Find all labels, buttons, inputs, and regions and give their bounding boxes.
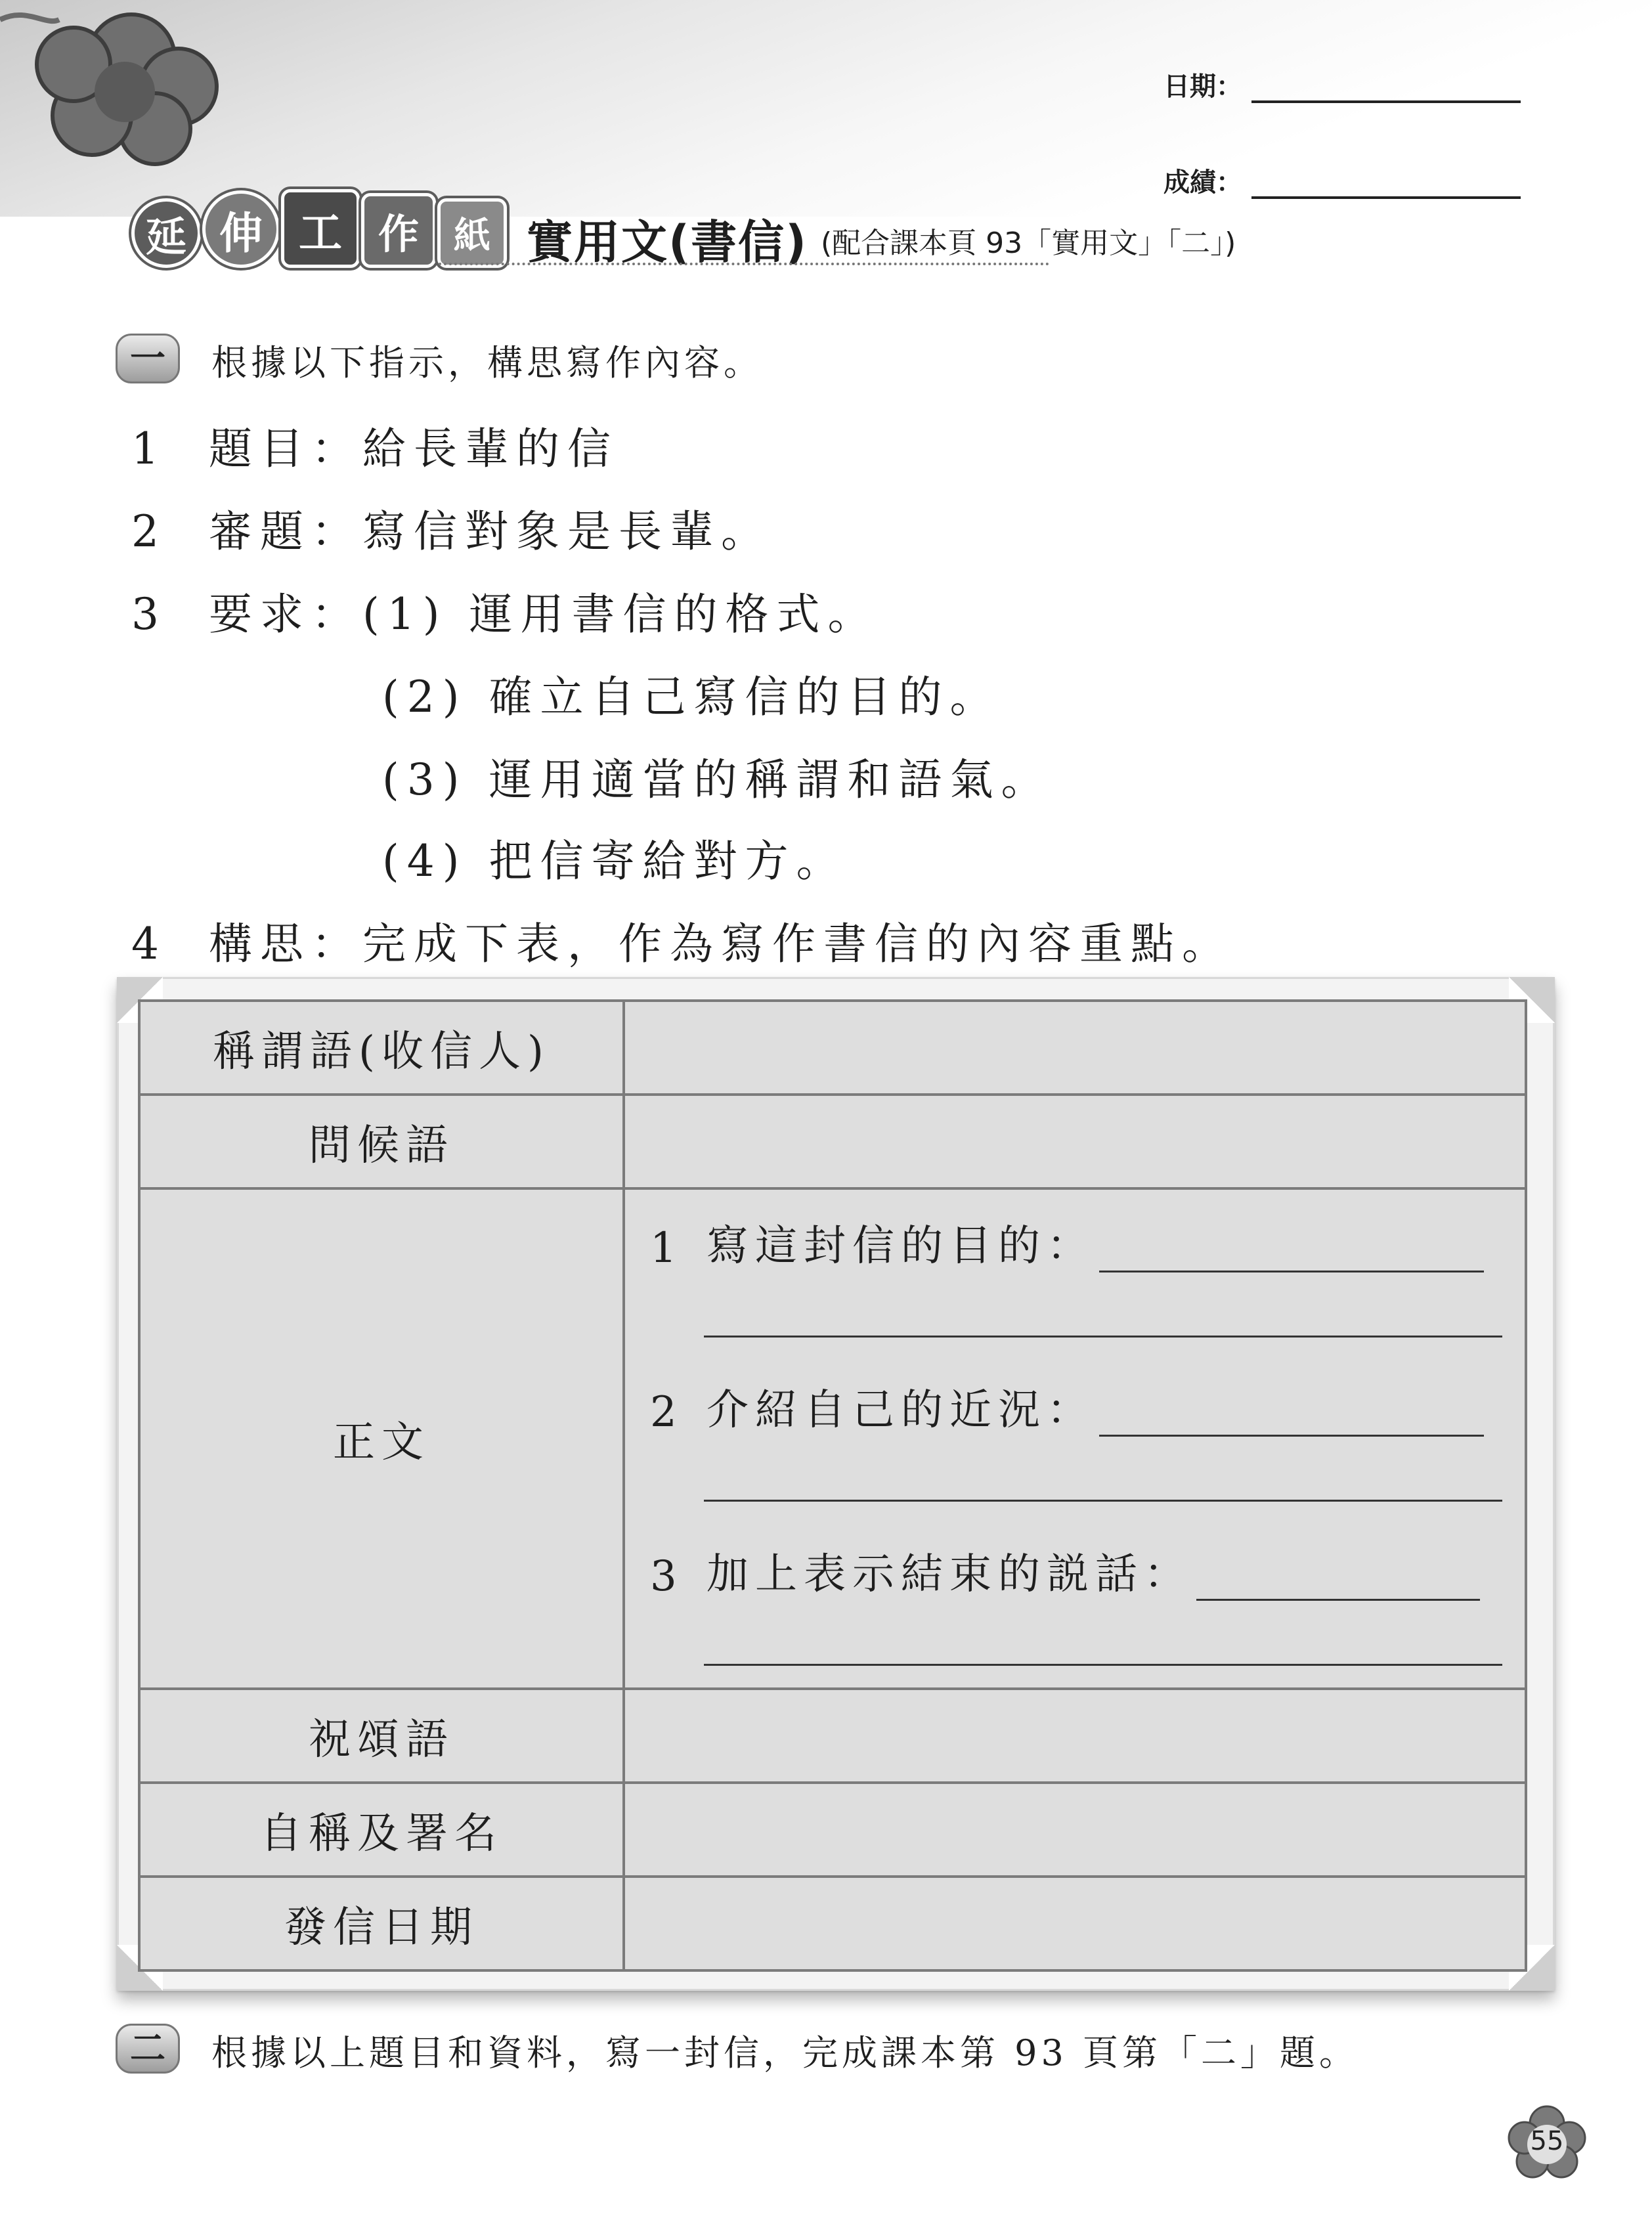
answer-line[interactable] [1099, 1395, 1484, 1437]
row-label: 自稱及署名 [139, 1783, 624, 1877]
closing-answer-cell[interactable] [624, 1689, 1526, 1783]
body-prompts [625, 1190, 1525, 1687]
prompt-number: 2 [650, 1388, 677, 1437]
flower-icon [0, 0, 236, 171]
requirement-line: (3) 運用適當的稱謂和語氣。 [382, 754, 1053, 805]
section-marker-2 [116, 2024, 180, 2074]
page-title: 實用文(書信) [527, 215, 808, 269]
body-prompt [650, 1540, 1480, 1601]
page-number: 55 [1530, 2126, 1564, 2156]
prompt-text: 介紹自己的近況： [706, 1386, 1095, 1435]
prompt-text: 加上表示結束的説話： [706, 1550, 1192, 1599]
section-marker-text: 一 [130, 337, 165, 379]
requirement-line: (2) 確立自己寫信的目的。 [382, 672, 1001, 722]
requirement-line: (4) 把信寄給對方。 [382, 836, 848, 886]
letter-planning-table [138, 999, 1527, 1972]
answer-line[interactable] [704, 1500, 1502, 1502]
badge-char: 延 [131, 198, 201, 268]
list-item [131, 496, 772, 559]
row-label: 發信日期 [139, 1877, 624, 1970]
item-text: 題目：給長輩的信 [209, 424, 619, 474]
item-number: 3 [131, 589, 159, 640]
item-text: 要求：(1) 運用書信的格式。 [209, 589, 879, 640]
date-field [1163, 66, 1521, 103]
extension-worksheet-badge [131, 189, 508, 268]
badge-char: 紙 [437, 198, 507, 268]
body-prompt [650, 1212, 1484, 1272]
table-row [139, 1783, 1526, 1877]
prompt-text: 寫這封信的目的： [706, 1222, 1095, 1271]
worksheet-title [131, 189, 1236, 268]
list-item [131, 579, 879, 641]
badge-char: 作 [361, 193, 436, 268]
greeting-answer-cell[interactable] [624, 1095, 1526, 1188]
prompt-number: 3 [650, 1552, 677, 1601]
score-input-line[interactable] [1251, 166, 1521, 199]
table-row [139, 1095, 1526, 1188]
table-row [139, 1877, 1526, 1970]
section-1-instruction: 根據以下指示，構思寫作內容。 [211, 342, 763, 383]
date-answer-cell[interactable] [624, 1877, 1526, 1970]
answer-line[interactable] [1196, 1559, 1480, 1601]
row-label: 正文 [139, 1188, 624, 1689]
item-number: 2 [131, 506, 159, 557]
item-text: 構思：完成下表，作為寫作書信的內容重點。 [209, 919, 1233, 969]
date-label: 日期： [1163, 72, 1242, 102]
row-label: 祝頌語 [139, 1689, 624, 1783]
salutation-answer-cell[interactable] [624, 1001, 1526, 1095]
score-label: 成績： [1163, 167, 1242, 198]
prompt-number: 1 [650, 1224, 677, 1272]
list-item [131, 909, 1233, 971]
table-row [139, 1188, 1526, 1689]
item-text: 審題：寫信對象是長輩。 [209, 506, 772, 557]
section-marker-text: 二 [130, 2028, 165, 2069]
item-number: 1 [131, 424, 159, 474]
body-answer-cell [624, 1188, 1526, 1689]
badge-char: 伸 [202, 190, 280, 268]
answer-line[interactable] [704, 1664, 1502, 1666]
body-prompt [650, 1376, 1484, 1437]
section-marker-1 [116, 334, 180, 383]
answer-line[interactable] [704, 1336, 1502, 1337]
page-subtitle: (配合課本頁 93「實用文」「二」) [820, 227, 1236, 260]
item-number: 4 [131, 919, 159, 969]
table-row [139, 1001, 1526, 1095]
list-item [131, 414, 619, 476]
section-2-instruction: 根據以上題目和資料，寫一封信，完成課本第 93 頁第「二」題。 [211, 2032, 1359, 2074]
badge-char: 工 [281, 189, 360, 268]
answer-line[interactable] [1099, 1231, 1484, 1272]
row-label: 問候語 [139, 1095, 624, 1188]
row-label: 稱謂語(收信人) [139, 1001, 624, 1095]
date-input-line[interactable] [1251, 70, 1521, 103]
table-row [139, 1689, 1526, 1783]
title-divider [439, 263, 1049, 265]
signature-answer-cell[interactable] [624, 1783, 1526, 1877]
